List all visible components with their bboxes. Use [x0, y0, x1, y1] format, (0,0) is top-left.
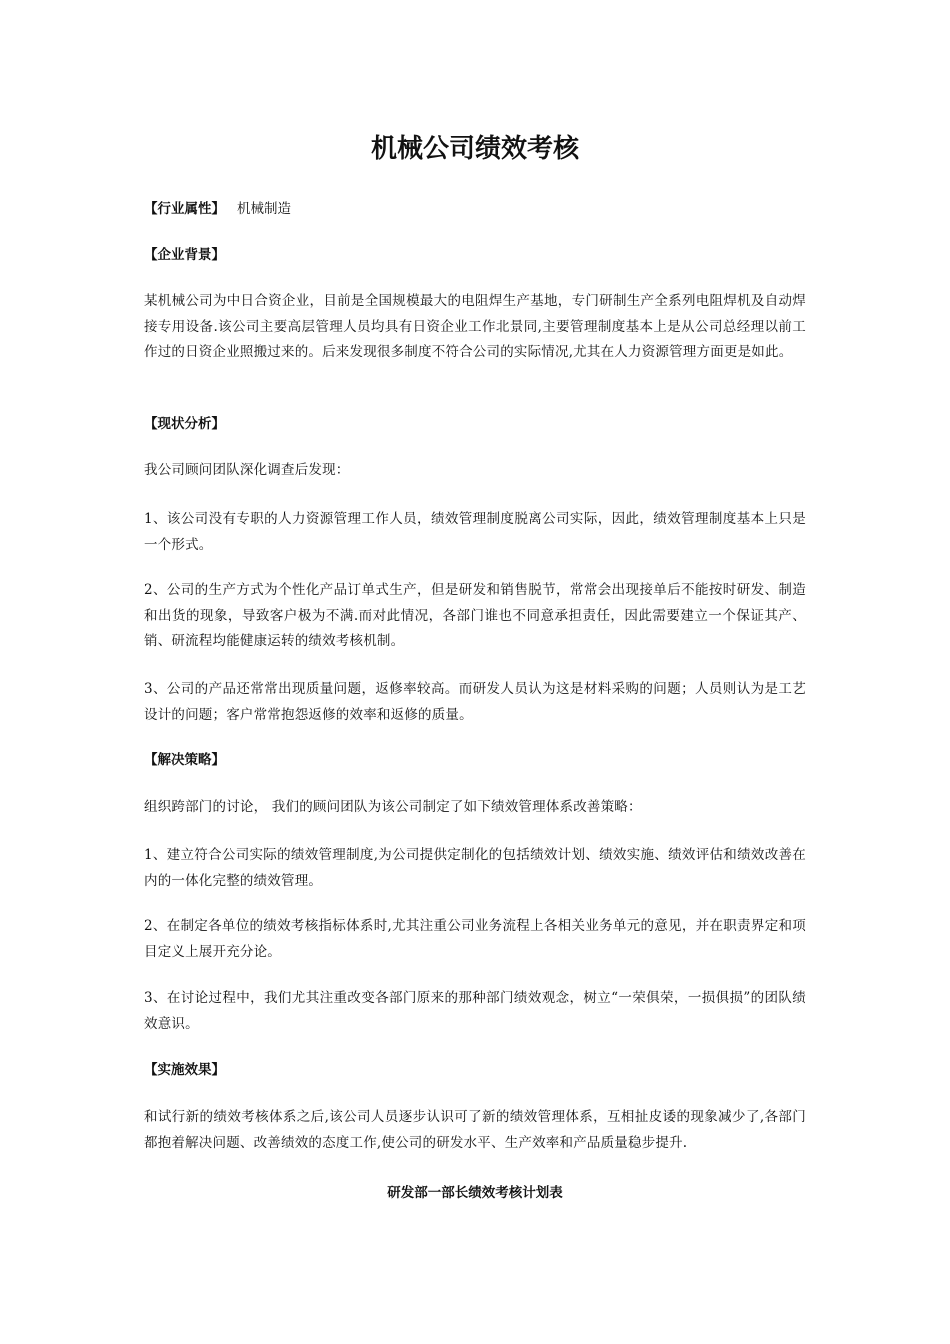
strategy-item-1: 1、建立符合公司实际的绩效管理制度,为公司提供定制化的包括绩效计划、绩效实施、绩效评估和绩效改善在内的一体化完整的绩效管理。 — [144, 847, 806, 889]
analysis-intro: 我公司顾问团队深化调查后发现： — [144, 462, 350, 478]
strategy-heading: 【解决策略】 — [144, 752, 225, 768]
industry-value: 机械制造 — [237, 201, 291, 217]
analysis-heading: 【现状分析】 — [144, 416, 225, 432]
analysis-item-1: 1、该公司没有专职的人力资源管理工作人员，绩效管理制度脱离公司实际，因此，绩效管理制度基本上只是一个形式。 — [144, 511, 806, 553]
industry-line — [144, 197, 806, 223]
background-heading: 【企业背景】 — [144, 247, 225, 263]
strategy-intro: 组织跨部门的讨论， 我们的顾问团队为该公司制定了如下绩效管理体系改善策略： — [144, 799, 642, 815]
results-heading: 【实施效果】 — [144, 1062, 225, 1078]
strategy-item-2: 2、在制定各单位的绩效考核指标体系时,尤其注重公司业务流程上各相关业务单元的意见，并在职责界定和项目定义上展开充分论。 — [144, 918, 806, 960]
results-paragraph: 和试行新的绩效考核体系之后,该公司人员逐步认识可了新的绩效管理体系，互相扯皮诿的现象减少了,各部门都抱着解决问题、改善绩效的态度工作,使公司的研发水平、生产效率和产品质量稳步提升. — [144, 1109, 806, 1151]
table-title: 研发部一部长绩效考核计划表 — [387, 1185, 563, 1201]
industry-label: 【行业属性】 — [144, 201, 225, 217]
document-title: 机械公司绩效考核 — [370, 134, 579, 164]
analysis-item-2: 2、公司的生产方式为个性化产品订单式生产，但是研发和销售脱节，常常会出现接单后不能按时研发、制造和出货的现象，导致客户极为不满.而对此情况，各部门谁也不同意承担责任，因此需要建立一个保证其产、销、研流程均能健康运转的绩效考核机制。 — [144, 582, 806, 649]
strategy-item-3: 3、在讨论过程中，我们尤其注重改变各部门原来的那种部门绩效观念，树立“一荣俱荣，一损俱损”的团队绩效意识。 — [144, 990, 806, 1032]
background-paragraph: 某机械公司为中日合资企业，目前是全国规模最大的电阻焊生产基地，专门研制生产全系列电阻焊机及自动焊接专用设备.该公司主要高层管理人员均具有日资企业工作北景同,主要管理制度基本上是从公司总经理以前工作过的日资企业照搬过来的。后来发现很多制度不符合公司的实际情况,尤其在人力资源管理方面更是如此。 — [144, 293, 806, 360]
analysis-item-3: 3、公司的产品还常常出现质量问题，返修率较高。而研发人员认为这是材料采购的问题；人员则认为是工艺设计的问题；客户常常抱怨返修的效率和返修的质量。 — [144, 681, 806, 723]
